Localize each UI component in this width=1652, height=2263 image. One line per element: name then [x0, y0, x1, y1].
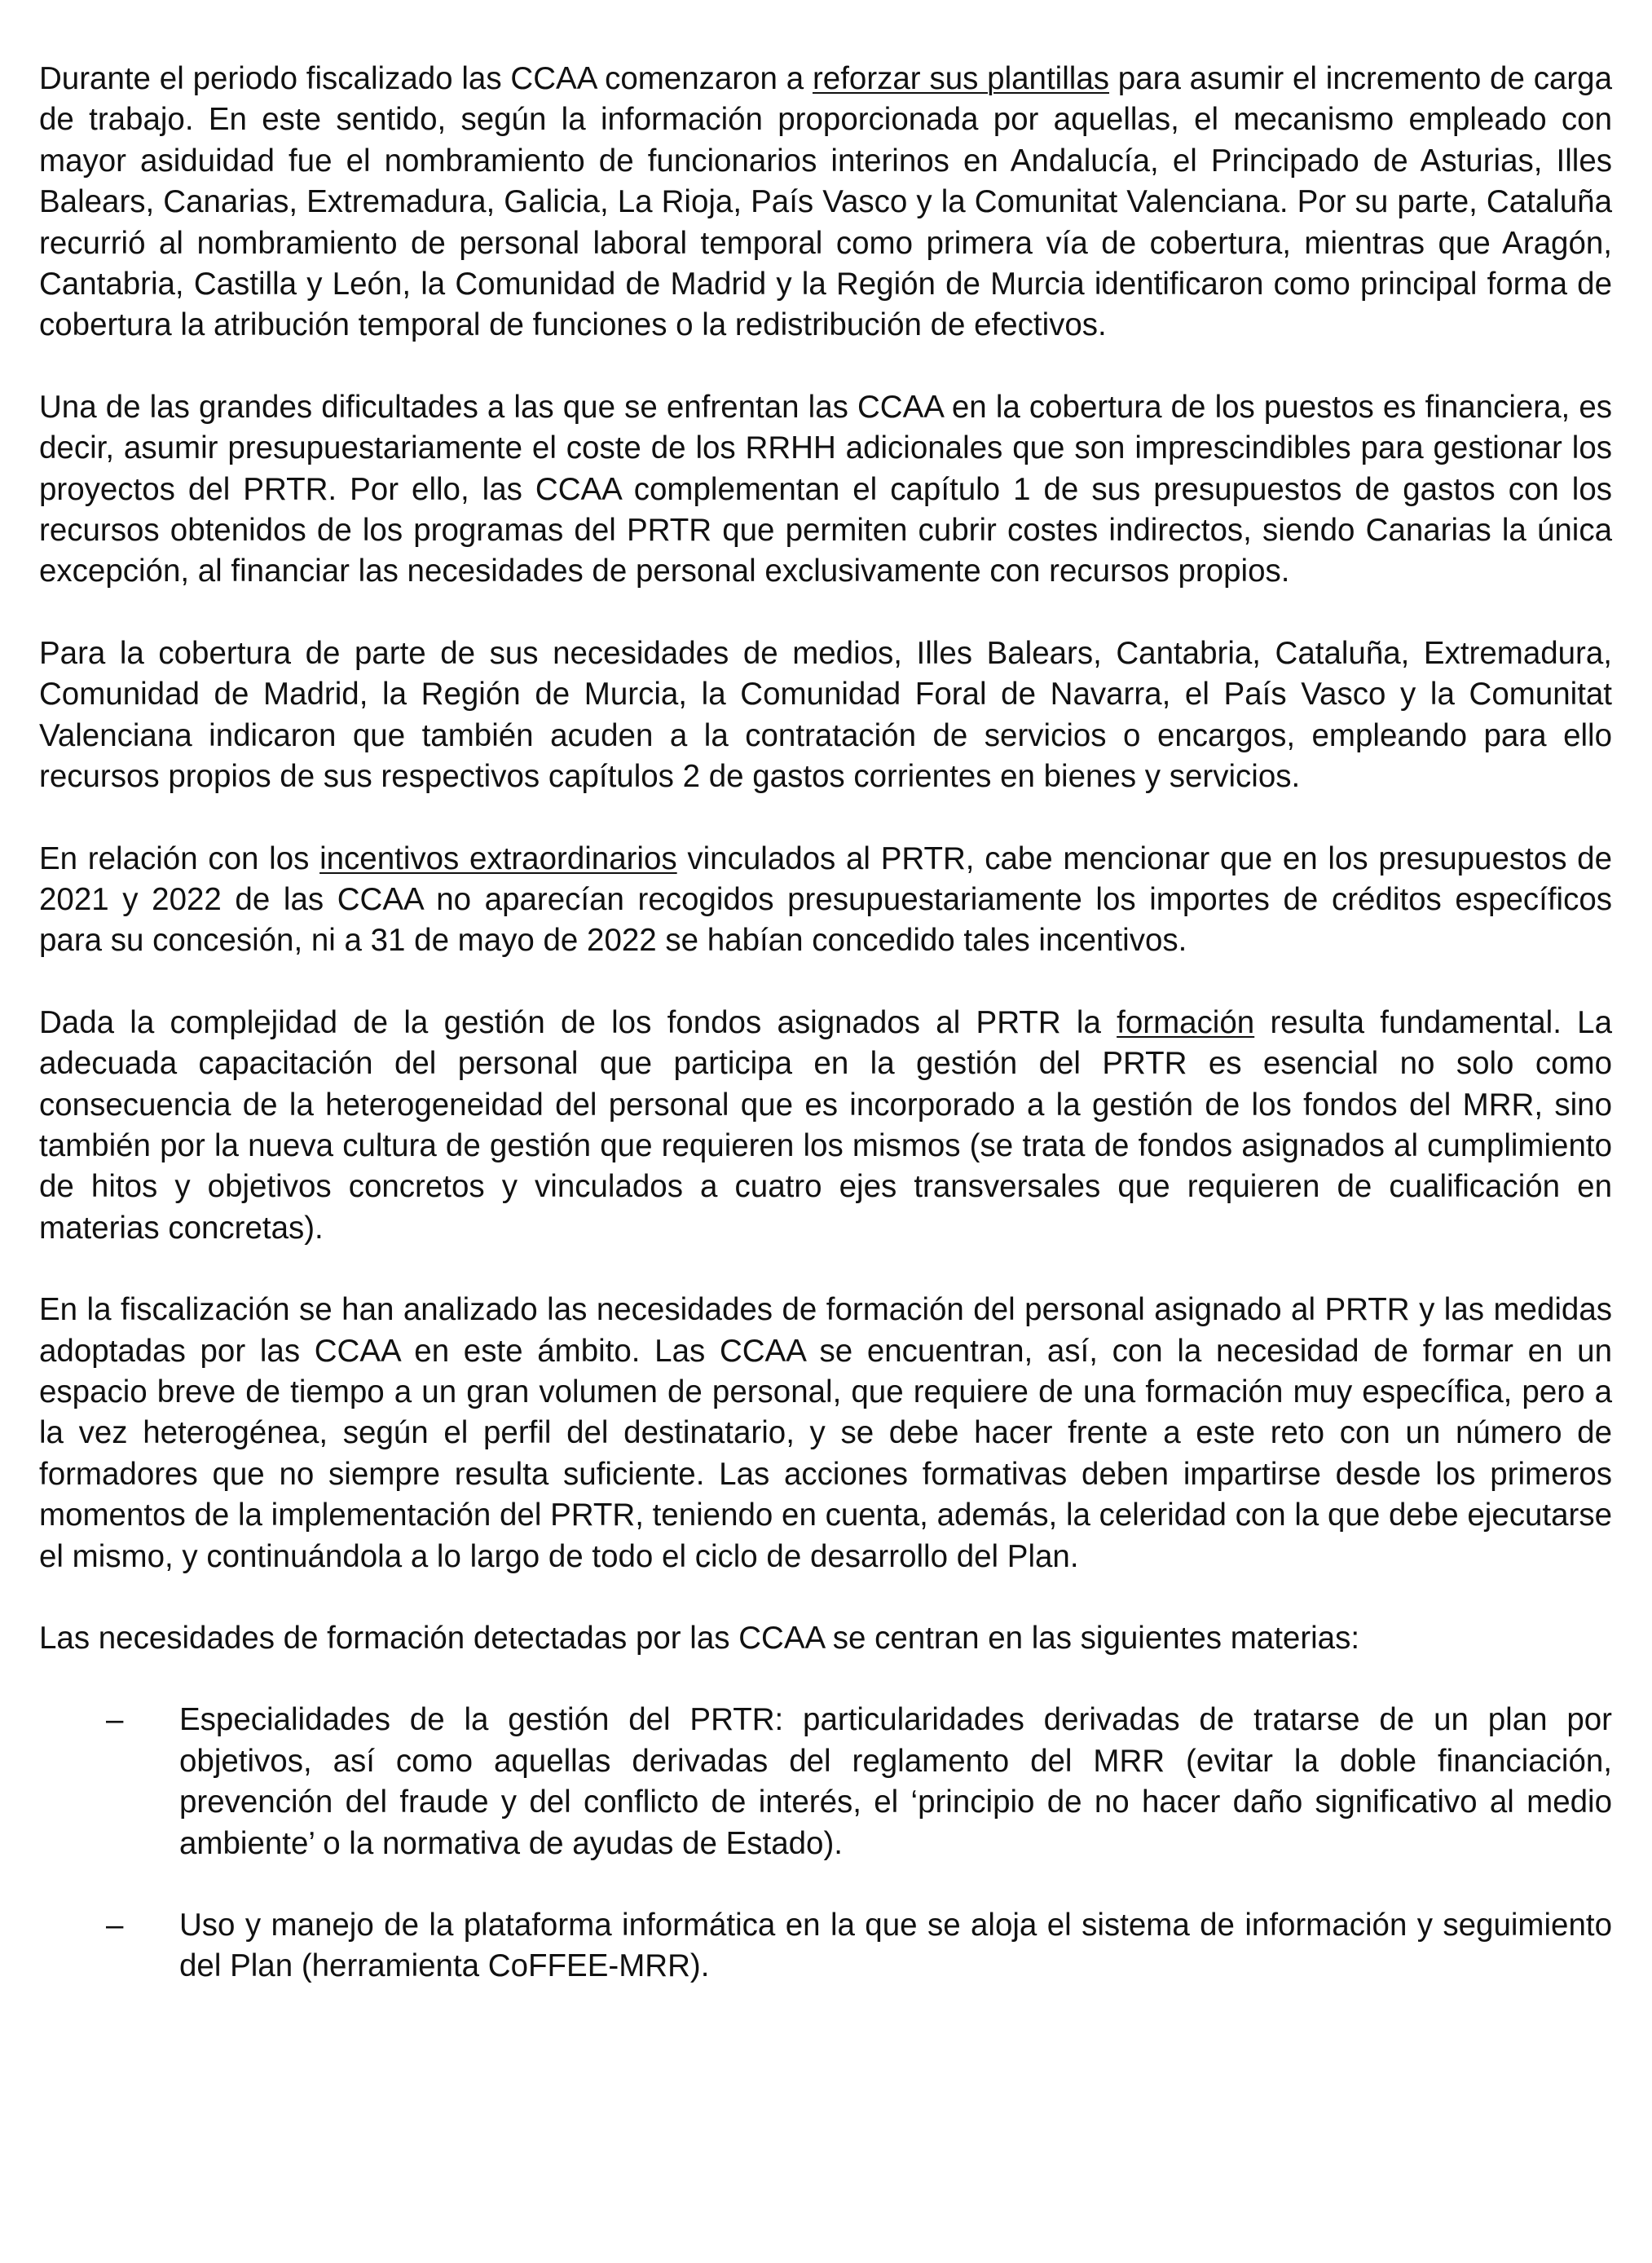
list-item-text: Uso y manejo de la plataforma informática en la que se aloja el sistema de información y seguimiento del Plan (herramienta CoFFEE-MRR). [179, 1908, 1612, 1984]
underlined-term: formación [1117, 1004, 1255, 1040]
paragraph [39, 387, 1612, 593]
list-item [39, 1700, 1612, 1864]
paragraph [39, 59, 1612, 346]
dash-bullet: – [106, 1908, 124, 1943]
text-run: En la fiscalización se han analizado las necesidades de formación del personal asignado al PRTR y las medidas adoptadas por las CCAA en este ámbito. Las CCAA se encuentran, así, con la necesidad de formar en un espacio breve de tiempo a un gran volumen de personal, que requiere de una formación muy específica, pero a la vez heterogénea, según el perfil del destinatario, y se debe hacer frente a este reto con un número de formadores que no siempre resulta suficiente. Las acciones formativas deben impartirse desde los primeros momentos de la implementación del PRTR, teniendo en cuenta, además, la celeridad con la que debe ejecutarse el mismo, y continuándola a lo largo de todo el ciclo de desarrollo del Plan. [39, 1292, 1612, 1574]
text-run: En relación con los [39, 840, 320, 876]
text-run: Una de las grandes dificultades a las que se enfrentan las CCAA en la cobertura de los puestos es financiera, es decir, asumir presupuestariamente el coste de los RRHH adicionales que son imprescindibles para gestionar los proyectos del PRTR. Por ello, las CCAA complementan el capítulo 1 de sus presupuestos de gastos con los recursos obtenidos de los programas del PRTR que permiten cubrir costes indirectos, siendo Canarias la única excepción, al financiar las necesidades de personal exclusivamente con recursos propios. [39, 389, 1612, 589]
underlined-term: reforzar sus plantillas [812, 61, 1109, 96]
text-run: resulta fundamental. La adecuada capacitación del personal que participa en la gestión del PRTR es esencial no solo como consecuencia de la heterogeneidad del personal que es incorporado a la gestión de los fondos del MRR, sino también por la nueva cultura de gestión que requieren los mismos (se trata de fondos asignados al cumplimiento de hitos y objetivos concretos y vinculados a cuatro ejes transversales que requieren de cualificación en materias concretas). [39, 1004, 1612, 1246]
text-run: vinculados al PRTR, cabe mencionar que en los presupuestos de 2021 y 2022 de las CCAA no aparecían recogidos presupuestariamente los importes de créditos específicos para su concesión, ni a 31 de mayo de 2022 se habían concedido tales incentivos. [39, 840, 1613, 959]
paragraph [39, 1003, 1612, 1249]
text-run: Durante el periodo fiscalizado las CCAA comenzaron a [39, 61, 813, 96]
list-item [39, 1905, 1612, 1987]
text-run: para asumir el incremento de carga de trabajo. En este sentido, según la información proporcionada por aquellas, el mecanismo empleado con mayor asiduidad fue el nombramiento de funcionarios interinos en Andalucía, el Principado de Asturias, Illes Balears, Canarias, Extremadura, Galicia, La Rioja, País Vasco y la Comunitat Valenciana. Por su parte, Cataluña recurrió al nombramiento de personal laboral temporal como primera vía de cobertura, mientras que Aragón, Cantabria, Castilla y León, la Comunidad de Madrid y la Región de Murcia identificaron como principal forma de cobertura la atribución temporal de funciones o la redistribución de efectivos. [39, 61, 1612, 343]
dash-bullet: – [106, 1702, 124, 1738]
body-text [39, 59, 1612, 1659]
text-run: Las necesidades de formación detectadas por las CCAA se centran en las siguientes materias: [39, 1621, 1360, 1656]
document-page [39, 59, 1612, 2028]
text-run: Para la cobertura de parte de sus necesidades de medios, Illes Balears, Cantabria, Cataluña, Extremadura, Comunidad de Madrid, la Región de Murcia, la Comunidad Foral de Navarra, el País Vasco y la Comunitat Valenciana indicaron que también acuden a la contratación de servicios o encargos, empleando para ello recursos propios de sus respectivos capítulos 2 de gastos corrientes en bienes y servicios. [39, 635, 1612, 795]
underlined-term: incentivos extraordinarios [319, 840, 677, 876]
paragraph [39, 633, 1612, 798]
paragraph [39, 1618, 1612, 1659]
paragraph [39, 839, 1612, 962]
list-item-text: Especialidades de la gestión del PRTR: particularidades derivadas de tratarse de un plan por objetivos, así como aquellas derivadas del reglamento del MRR (evitar la doble financiación, prevención del fraude y del conflicto de interés, el ‘principio de no hacer daño significativo al medio ambiente’ o la normativa de ayudas de Estado). [179, 1702, 1612, 1861]
paragraph [39, 1290, 1612, 1577]
bullet-list [39, 1700, 1612, 1987]
text-run: Dada la complejidad de la gestión de los fondos asignados al PRTR la [39, 1004, 1117, 1040]
